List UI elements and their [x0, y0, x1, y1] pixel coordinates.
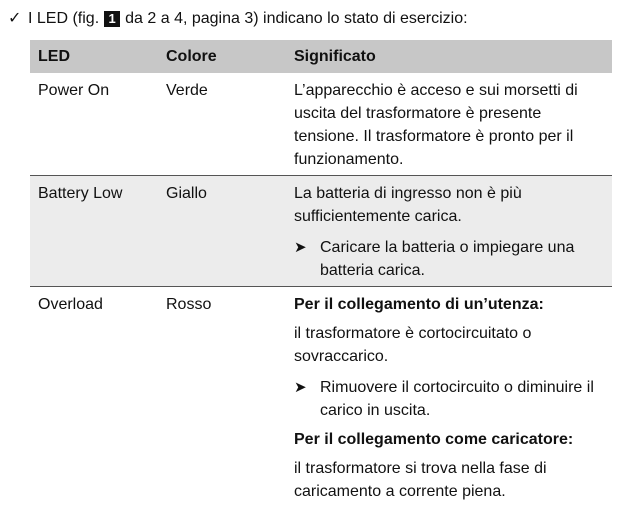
meaning-heading: Per il collegamento come caricatore:: [294, 428, 606, 451]
intro-text-after: da 2 a 4, pagina 3) indicano lo stato di esercizio:: [125, 8, 467, 30]
table-row-power-on: [30, 73, 612, 176]
table-header-row: [30, 40, 612, 73]
intro-text-before: I LED (fig.: [28, 8, 99, 30]
instruction-step: [294, 236, 606, 282]
instruction-text: Rimuovere il cortocircuito o diminuire il carico in uscita.: [320, 376, 606, 422]
meaning-text: La batteria di ingresso non è più sufficientemente carica.: [294, 182, 606, 228]
cell-led: Power On: [30, 73, 158, 176]
arrowhead-right-icon: ➤: [294, 376, 320, 422]
table-row-battery-low: [30, 176, 612, 287]
instruction-step: [294, 376, 606, 422]
led-status-table: [30, 40, 612, 507]
cell-led: Battery Low: [30, 176, 158, 287]
cell-led: Overload: [30, 287, 158, 507]
cell-significato: [286, 73, 612, 176]
meaning-text: L’apparecchio è acceso e sui morsetti di uscita del trasformatore è presente tensione. Il trasformatore è pronto per il funzionamento.: [294, 79, 606, 171]
cell-significato: [286, 287, 612, 507]
checkmark-icon: ✓: [8, 8, 28, 30]
cell-colore: Verde: [158, 73, 286, 176]
meaning-text: il trasformatore si trova nella fase di caricamento a corrente piena.: [294, 457, 606, 503]
cell-significato: [286, 176, 612, 287]
arrowhead-right-icon: ➤: [294, 236, 320, 282]
intro-line: [8, 8, 468, 30]
meaning-heading: Per il collegamento di un’utenza:: [294, 293, 606, 316]
cell-colore: Giallo: [158, 176, 286, 287]
cell-colore: Rosso: [158, 287, 286, 507]
header-colore: Colore: [158, 40, 286, 73]
instruction-text: Caricare la batteria o impiegare una batteria carica.: [320, 236, 606, 282]
meaning-text: il trasformatore è cortocircuitato o sovraccarico.: [294, 322, 606, 368]
header-led: LED: [30, 40, 158, 73]
table-row-overload: [30, 287, 612, 507]
header-significato: Significato: [286, 40, 612, 73]
figure-number-badge: 1: [104, 11, 120, 27]
